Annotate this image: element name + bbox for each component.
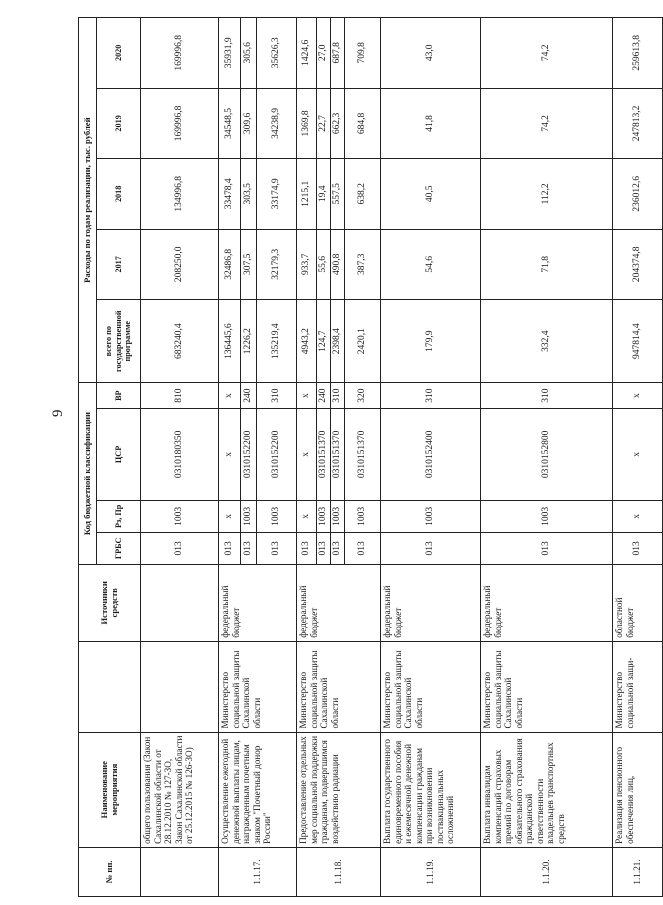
event-name-cell: Осуществление ежегодной денежной выплаты лицам, награжденным почетным знаком "Почетный донор России" — [219, 732, 297, 847]
year-2019-cell: 1369,8 — [297, 88, 317, 158]
rz-pr-cell: х — [297, 500, 317, 532]
vr-cell: х — [613, 383, 663, 409]
total-cell: 135219,4 — [257, 300, 297, 383]
total-cell: 124,7 — [317, 300, 331, 383]
rz-pr-cell: х — [219, 500, 241, 532]
total-cell: 332,4 — [481, 300, 613, 383]
vr-cell: 310 — [257, 383, 297, 409]
year-2020-cell: 1424,6 — [297, 18, 317, 89]
grbs-cell: 013 — [613, 532, 663, 564]
year-2017-cell: 490,8 — [331, 229, 345, 299]
vr-cell: 310 — [331, 383, 345, 409]
rotated-table-container — [78, 17, 643, 897]
csr-cell: х — [613, 409, 663, 501]
table-row — [613, 18, 663, 897]
total-cell: 2398,4 — [331, 300, 345, 383]
vr-cell: 810 — [141, 383, 219, 409]
event-name-cell: общего пользования (Закон Сахалинской области от 28.12.2010 № 127-ЗО, Закон Сахалинской области от 25.12.2015 № 126-ЗО) — [141, 732, 219, 847]
table-row — [141, 18, 219, 897]
budget-table — [78, 17, 663, 897]
executor-cell: Министерство социальной защиты Сахалинской области — [381, 641, 481, 732]
csr-cell: 0310151370 — [317, 409, 331, 501]
header-name: Наименование мероприятия — [79, 732, 141, 847]
header-2018: 2018 — [97, 159, 141, 229]
year-2018-cell: 33478,4 — [219, 159, 241, 229]
event-name-cell: Реализация пенсионного обеспечения лиц, — [613, 732, 663, 847]
year-2019-cell: 34548,5 — [219, 88, 241, 158]
csr-cell: х — [297, 409, 317, 501]
rz-pr-cell: 1003 — [381, 500, 481, 532]
header-rz: Рз, Пр — [97, 500, 141, 532]
funding-source-cell: федеральный бюджет — [481, 564, 613, 641]
event-name-cell: Выплата инвалидам компенсаций страховых премий по договорам обязательного страхования гражданской ответственности владельцев транспортных средств — [481, 732, 613, 847]
year-2020-cell: 35931,9 — [219, 18, 241, 89]
year-2020-cell: 43,0 — [381, 18, 481, 89]
funding-source-cell: федеральный бюджет — [219, 564, 297, 641]
year-2019-cell: 662,3 — [331, 88, 345, 158]
year-2017-cell: 55,6 — [317, 229, 331, 299]
vr-cell: 240 — [317, 383, 331, 409]
row-number-cell: 1.1.17. — [219, 847, 297, 896]
header-2019: 2019 — [97, 88, 141, 158]
header-2020: 2020 — [97, 18, 141, 89]
year-2020-cell: 74,2 — [481, 18, 613, 89]
vr-cell: 240 — [241, 383, 257, 409]
year-2017-cell: 307,5 — [241, 229, 257, 299]
table-row — [297, 18, 317, 897]
rz-pr-cell: 1003 — [241, 500, 257, 532]
csr-cell: 0310152400 — [381, 409, 481, 501]
rz-pr-cell: 1003 — [257, 500, 297, 532]
header-expenses-group: Расходы по годам реализации, тыс. рублей — [79, 18, 97, 383]
csr-cell: х — [219, 409, 241, 501]
total-cell: 4943,2 — [297, 300, 317, 383]
grbs-cell: 013 — [345, 532, 381, 564]
year-2019-cell: 309,6 — [241, 88, 257, 158]
header-csr: ЦСР — [97, 409, 141, 501]
header-vr: ВР — [97, 383, 141, 409]
executor-cell: Министерство социальной защиты Сахалинской области — [219, 641, 297, 732]
table-body — [141, 18, 663, 897]
row-number-cell: 1.1.19. — [381, 847, 481, 896]
year-2020-cell: 305,6 — [241, 18, 257, 89]
rz-pr-cell: х — [613, 500, 663, 532]
year-2020-cell: 169996,8 — [141, 18, 219, 89]
grbs-cell: 013 — [141, 532, 219, 564]
event-name-cell: Предоставление отдельных мер социальной поддержки гражданам, подвергшимся воздействию радиации — [297, 732, 381, 847]
grbs-cell: 013 — [481, 532, 613, 564]
total-cell: 2420,1 — [345, 300, 381, 383]
total-cell: 683240,4 — [141, 300, 219, 383]
vr-cell: х — [297, 383, 317, 409]
header-total: всего по государственной программе — [97, 300, 141, 383]
year-2020-cell: 709,8 — [345, 18, 381, 89]
executor-cell: Министерство социальной защи- — [613, 641, 663, 732]
executor-cell — [141, 641, 219, 732]
year-2018-cell: 638,2 — [345, 159, 381, 229]
year-2018-cell: 557,5 — [331, 159, 345, 229]
total-cell: 1226,2 — [241, 300, 257, 383]
rz-pr-cell: 1003 — [141, 500, 219, 532]
csr-cell: 0310152800 — [481, 409, 613, 501]
year-2018-cell: 236012,6 — [613, 159, 663, 229]
funding-source-cell: федеральный бюджет — [297, 564, 381, 641]
year-2018-cell: 19,4 — [317, 159, 331, 229]
vr-cell: 320 — [345, 383, 381, 409]
year-2017-cell: 32486,8 — [219, 229, 241, 299]
row-number-cell — [141, 847, 219, 896]
grbs-cell: 013 — [331, 532, 345, 564]
year-2020-cell: 687,8 — [331, 18, 345, 89]
csr-cell: 0310152200 — [241, 409, 257, 501]
year-2018-cell: 40,5 — [381, 159, 481, 229]
total-cell: 179,9 — [381, 300, 481, 383]
funding-source-cell — [141, 564, 219, 641]
year-2017-cell: 387,3 — [345, 229, 381, 299]
vr-cell: х — [219, 383, 241, 409]
rz-pr-cell: 1003 — [481, 500, 613, 532]
year-2019-cell: 74,2 — [481, 88, 613, 158]
year-2017-cell: 208250,0 — [141, 229, 219, 299]
year-2017-cell: 54,6 — [381, 229, 481, 299]
year-2019-cell: 22,7 — [317, 88, 331, 158]
table-row — [219, 18, 241, 897]
year-2020-cell: 35626,3 — [257, 18, 297, 89]
year-2020-cell: 27,0 — [317, 18, 331, 89]
page-number: 9 — [50, 409, 66, 417]
year-2020-cell: 259613,8 — [613, 18, 663, 89]
rz-pr-cell: 1003 — [345, 500, 381, 532]
vr-cell: 310 — [381, 383, 481, 409]
table-row — [481, 18, 613, 897]
grbs-cell: 013 — [257, 532, 297, 564]
year-2017-cell: 32179,3 — [257, 229, 297, 299]
executor-cell: Министерство социальной защиты Сахалинской области — [481, 641, 613, 732]
year-2018-cell: 33174,9 — [257, 159, 297, 229]
header-grbs: ГРБС — [97, 532, 141, 564]
grbs-cell: 013 — [381, 532, 481, 564]
csr-cell: 0310151370 — [331, 409, 345, 501]
table-row — [381, 18, 481, 897]
header-executor — [79, 641, 141, 732]
year-2017-cell: 204374,8 — [613, 229, 663, 299]
grbs-cell: 013 — [297, 532, 317, 564]
row-number-cell: 1.1.21. — [613, 847, 663, 896]
funding-source-cell: федеральный бюджет — [381, 564, 481, 641]
year-2018-cell: 303,5 — [241, 159, 257, 229]
header-code-group: Код бюджетной классификации — [79, 383, 97, 565]
header-2017: 2017 — [97, 229, 141, 299]
grbs-cell: 013 — [241, 532, 257, 564]
event-name-cell: Выплата государственного единовременного пособия и ежемесячной денежной компенсации гражданам при возникновении поствакцинальных осложнений — [381, 732, 481, 847]
row-number-cell: 1.1.20. — [481, 847, 613, 896]
csr-cell: 0310180350 — [141, 409, 219, 501]
year-2018-cell: 1215,1 — [297, 159, 317, 229]
csr-cell: 0310151370 — [345, 409, 381, 501]
header-source: Источники средств — [79, 564, 141, 641]
funding-source-cell: областной бюджет — [613, 564, 663, 641]
total-cell: 136445,6 — [219, 300, 241, 383]
csr-cell: 0310152200 — [257, 409, 297, 501]
vr-cell: 310 — [481, 383, 613, 409]
year-2019-cell: 247813,2 — [613, 88, 663, 158]
year-2018-cell: 134996,8 — [141, 159, 219, 229]
year-2017-cell: 71,8 — [481, 229, 613, 299]
executor-cell: Министерство социальной защиты Сахалинской области — [297, 641, 381, 732]
year-2019-cell: 34238,9 — [257, 88, 297, 158]
year-2019-cell: 169996,8 — [141, 88, 219, 158]
total-cell: 947814,4 — [613, 300, 663, 383]
rz-pr-cell: 1003 — [317, 500, 331, 532]
grbs-cell: 013 — [219, 532, 241, 564]
year-2019-cell: 684,8 — [345, 88, 381, 158]
row-number-cell: 1.1.18. — [297, 847, 381, 896]
year-2018-cell: 112,2 — [481, 159, 613, 229]
header-num: № пп. — [79, 847, 141, 896]
year-2019-cell: 41,8 — [381, 88, 481, 158]
grbs-cell: 013 — [317, 532, 331, 564]
rz-pr-cell: 1003 — [331, 500, 345, 532]
year-2017-cell: 933,7 — [297, 229, 317, 299]
